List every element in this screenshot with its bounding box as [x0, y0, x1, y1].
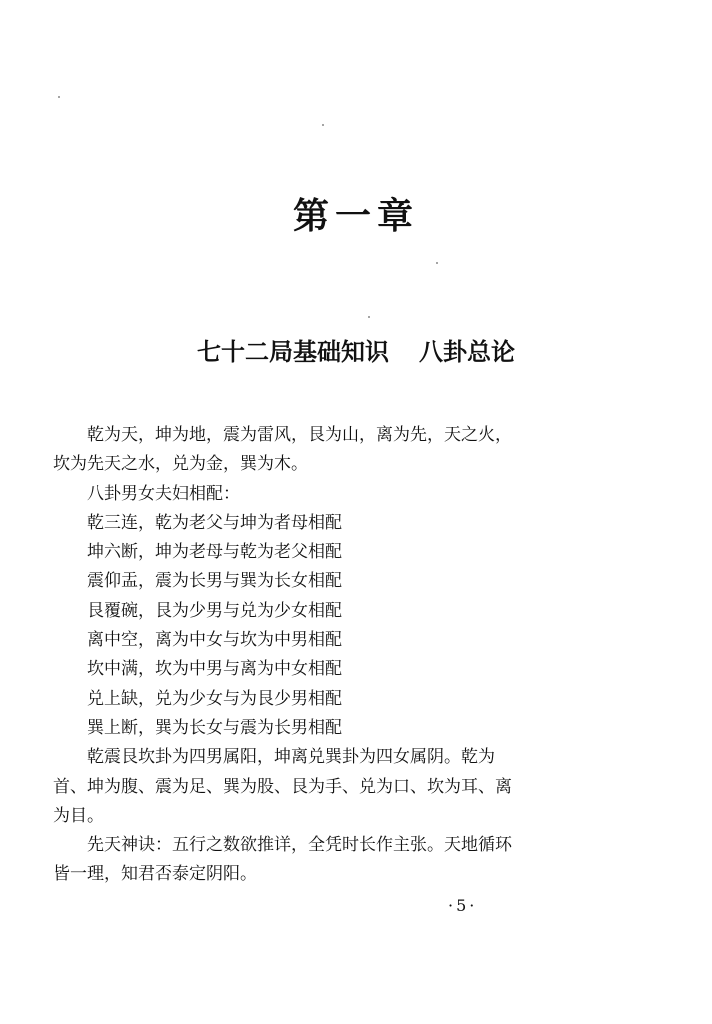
section-title-sub: 八卦总论	[419, 338, 515, 366]
pairing-heading: 八卦男女夫妇相配：	[87, 483, 240, 504]
pairing-line: 震仰盂，震为长男与巽为长女相配	[87, 571, 342, 592]
pairing-line: 艮覆碗，艮为少男与兑为少女相配	[87, 600, 342, 621]
pairing-line: 兑上缺，兑为少女与为艮少男相配	[87, 688, 342, 709]
page-number: ·5·	[448, 896, 478, 915]
pairing-line: 坤六断，坤为老母与乾为老父相配	[87, 542, 342, 563]
pairing-line: 巽上断，巽为长女与震为长男相配	[87, 717, 342, 738]
scan-speck	[58, 96, 60, 98]
mnemonic-paragraph: 先天神诀：五行之数欲推详，全凭时长作主张。天地循环皆一理，知君否泰定阴阳。	[53, 835, 512, 885]
scan-speck	[368, 316, 370, 318]
chapter-title: 第一章	[292, 196, 419, 237]
pairing-line: 坎中满，坎为中男与离为中女相配	[87, 659, 342, 680]
yinyang-paragraph: 乾震艮坎卦为四男属阳，坤离兑巽卦为四女属阴。乾为首、坤为腹、震为足、巽为股、艮为手、兑为口、坎为耳、离为目。	[53, 747, 512, 826]
body-text	[53, 421, 523, 890]
section-title-main: 七十二局基础知识	[197, 338, 389, 366]
pairing-line: 乾三连，乾为老父与坤为者母相配	[87, 512, 342, 533]
pairing-line: 离中空，离为中女与坎为中男相配	[87, 630, 342, 651]
section-title	[0, 332, 712, 367]
scan-speck	[436, 262, 438, 264]
scan-speck	[322, 124, 324, 126]
intro-paragraph: 乾为天，坤为地，震为雷风，艮为山，离为先，天之火，坎为先天之水，兑为金，巽为木。	[53, 425, 512, 475]
